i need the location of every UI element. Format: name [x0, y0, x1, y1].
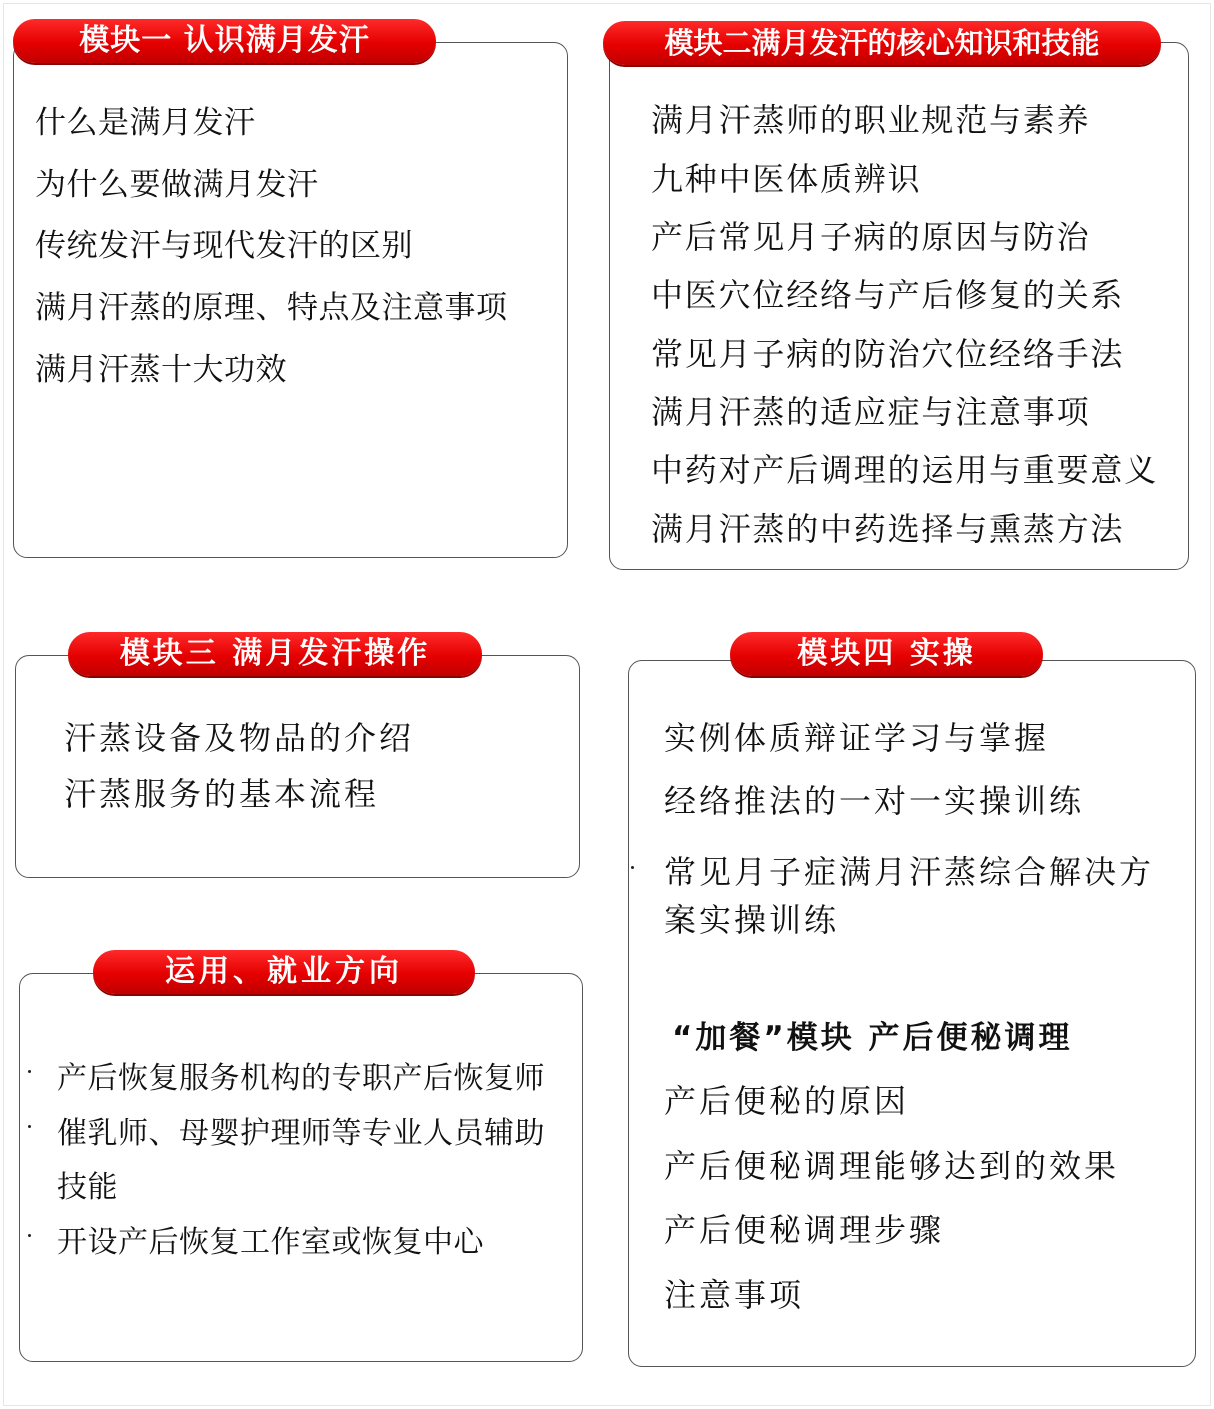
module2-title: 模块二满月发汗的核心知识和技能 — [603, 21, 1161, 65]
list-item: 案实操训练 — [664, 901, 840, 939]
list-item: 产后常见月子病的原因与防治 — [651, 218, 1091, 256]
list-item: 实例体质辩证学习与掌握 — [664, 719, 1050, 757]
list-item: 中药对产后调理的运用与重要意义 — [651, 451, 1159, 489]
list-item: 产后便秘的原因 — [664, 1082, 910, 1120]
list-item: 满月汗蒸师的职业规范与素养 — [651, 101, 1091, 139]
extra-module-title: “加餐”模块 产后便秘调理 — [672, 1020, 1073, 1056]
list-item: 常见月子症满月汗蒸综合解决方 — [664, 853, 1155, 891]
list-item: 产后便秘调理步骤 — [664, 1211, 945, 1249]
list-item: 汗蒸设备及物品的介绍 — [64, 719, 415, 757]
list-item: 九种中医体质辨识 — [651, 160, 922, 198]
list-item: 催乳师、母婴护理师等专业人员辅助 — [57, 1116, 545, 1151]
bullet-dot — [28, 1234, 31, 1237]
list-item: 满月汗蒸的原理、特点及注意事项 — [35, 290, 508, 326]
career-title: 运用、就业方向 — [93, 950, 475, 994]
list-item: 开设产后恢复工作室或恢复中心 — [57, 1225, 484, 1260]
list-item: 什么是满月发汗 — [35, 105, 256, 141]
module3-card — [15, 655, 580, 878]
list-item: 中医穴位经络与产后修复的关系 — [651, 276, 1125, 314]
bullet-dot — [28, 1070, 31, 1073]
list-item: 产后恢复服务机构的专职产后恢复师 — [57, 1061, 545, 1096]
list-item: 常见月子病的防治穴位经络手法 — [651, 335, 1125, 373]
list-item: 为什么要做满月发汗 — [35, 167, 319, 203]
module4-title: 模块四 实操 — [730, 632, 1043, 676]
module1-title: 模块一 认识满月发汗 — [13, 19, 436, 63]
list-item: 技能 — [57, 1170, 118, 1205]
list-item: 满月汗蒸的中药选择与熏蒸方法 — [651, 510, 1125, 548]
bullet-dot — [631, 866, 634, 869]
list-item: 经络推法的一对一实操训练 — [664, 782, 1085, 820]
list-item: 汗蒸服务的基本流程 — [64, 775, 380, 813]
list-item: 注意事项 — [664, 1276, 805, 1314]
list-item: 满月汗蒸的适应症与注意事项 — [651, 393, 1091, 431]
bullet-dot — [28, 1125, 31, 1128]
module3-title: 模块三 满月发汗操作 — [68, 632, 482, 676]
list-item: 产后便秘调理能够达到的效果 — [664, 1147, 1120, 1185]
list-item: 满月汗蒸十大功效 — [35, 352, 287, 388]
list-item: 传统发汗与现代发汗的区别 — [35, 228, 413, 264]
